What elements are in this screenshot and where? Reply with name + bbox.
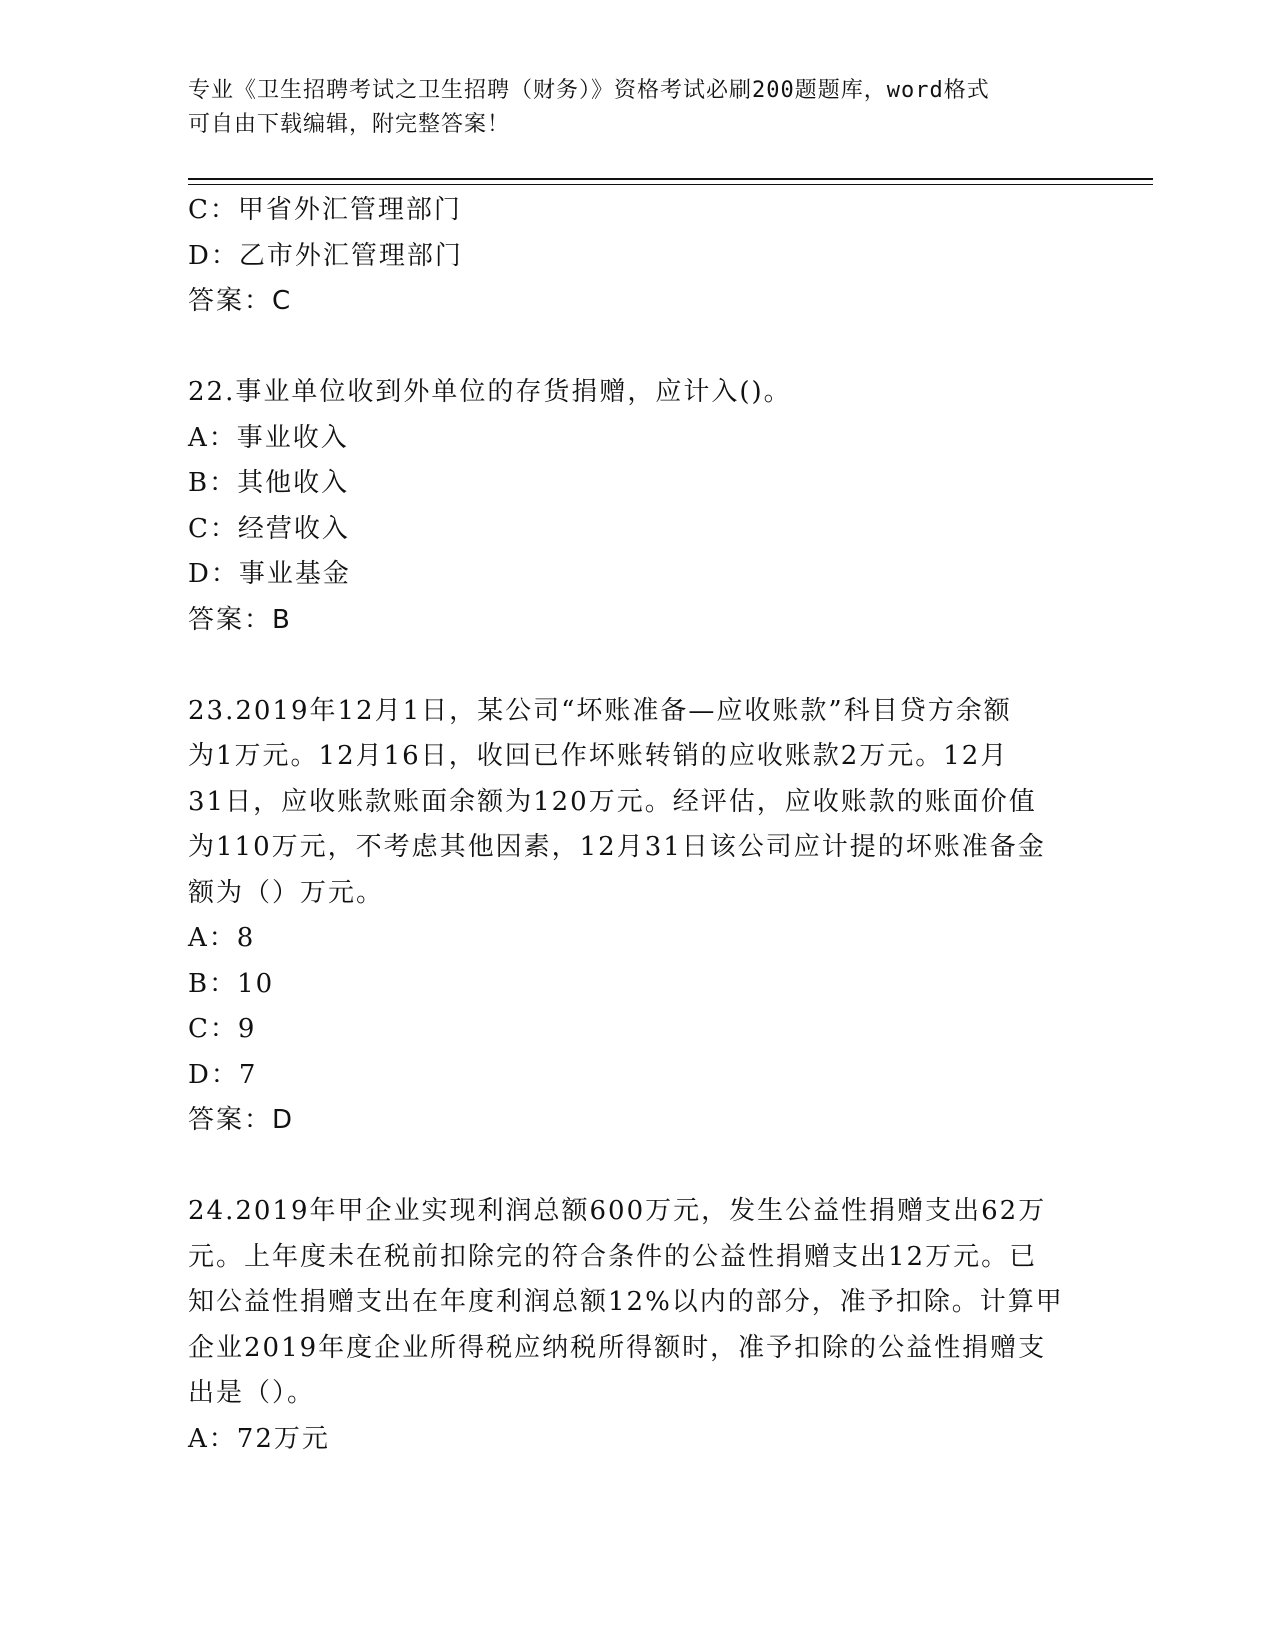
option-d: D：乙市外汇管理部门 [188, 240, 463, 271]
question-stem-line: 31日，应收账款账面余额为120万元。经评估，应收账款的账面价值 [188, 786, 1037, 817]
question-stem-line: 为1万元。12月16日，收回已作坏账转销的应收账款2万元。12月 [188, 741, 1009, 771]
option-a: A：72万元 [188, 1423, 330, 1454]
document-header [188, 74, 1088, 142]
question-stem-line: 元。上年度未在税前扣除完的符合条件的公益性捐赠支出12万元。已 [188, 1241, 1038, 1272]
option-d: D：事业基金 [188, 559, 351, 589]
option-a: A：事业收入 [188, 422, 349, 453]
option-c: C：9 [188, 1014, 257, 1044]
question-list [188, 188, 1088, 1462]
question-stem-line: 24.2019年甲企业实现利润总额600万元，发生公益性捐赠支出62万 [188, 1196, 1047, 1226]
option-c: C：经营收入 [188, 513, 350, 544]
spacer [188, 643, 1088, 689]
question-21-tail [188, 188, 1088, 325]
header-divider-thick [188, 178, 1153, 180]
question-stem-line: 为110万元，不考虑其他因素，12月31日该公司应计提的坏账准备金 [188, 832, 1046, 862]
spacer [188, 1144, 1088, 1190]
option-d: D：7 [188, 1059, 258, 1090]
question-22 [188, 370, 1088, 643]
header-divider-thin [188, 184, 1153, 185]
question-24 [188, 1189, 1088, 1462]
question-stem-line: 额为（）万元。 [188, 877, 385, 908]
header-title-line-2: 可自由下载编辑，附完整答案！ [188, 112, 511, 137]
question-stem-line: 23.2019年12月1日，某公司“坏账准备—应收账款”科目贷方余额 [188, 695, 1012, 726]
option-c: C：甲省外汇管理部门 [188, 195, 462, 225]
answer-line: 答案：B [188, 604, 292, 635]
question-stem: 22.事业单位收到外单位的存货捐赠，应计入()。 [188, 377, 792, 407]
option-a: A：8 [188, 923, 256, 953]
question-23 [188, 689, 1088, 1144]
spacer [188, 325, 1088, 371]
question-stem-line: 出是（）。 [188, 1378, 316, 1408]
answer-line: 答案：D [188, 1105, 295, 1135]
option-b: B：10 [188, 968, 275, 999]
question-stem-line: 企业2019年度企业所得税应纳税所得额时，准予扣除的公益性捐赠支 [188, 1332, 1047, 1363]
answer-line: 答案：C [188, 286, 293, 316]
question-stem-line: 知公益性捐赠支出在年度利润总额12%以内的部分，准予扣除。计算甲 [188, 1287, 1064, 1317]
header-title-line-1: 专业《卫生招聘考试之卫生招聘（财务）》资格考试必刷200题题库，word格式 [188, 78, 990, 103]
option-b: B：其他收入 [188, 468, 350, 498]
